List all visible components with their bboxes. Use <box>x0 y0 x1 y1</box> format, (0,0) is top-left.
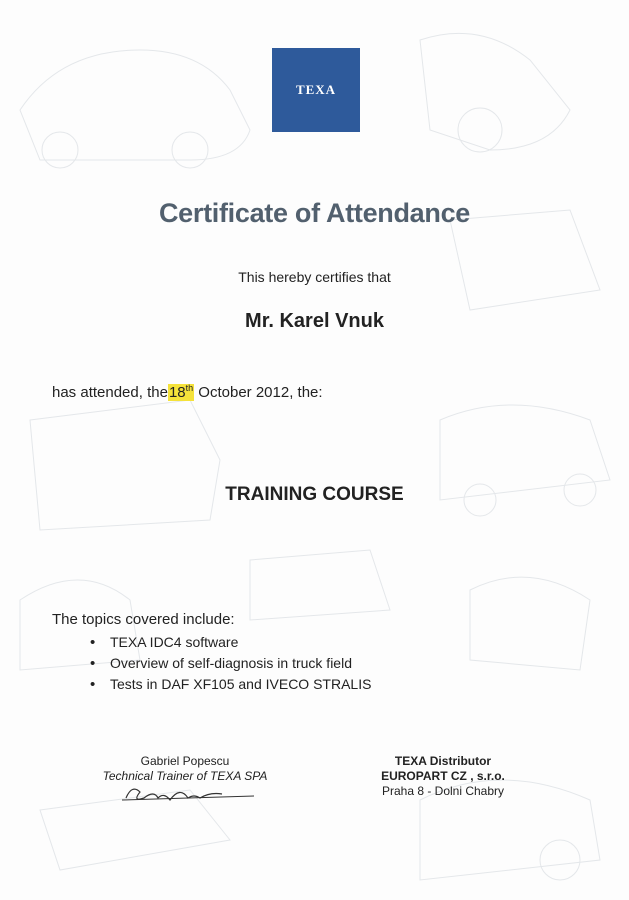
attended-prefix: has attended, the <box>52 384 168 401</box>
texa-logo <box>272 48 360 132</box>
certifies-text: This hereby certifies that <box>238 269 391 285</box>
topic-item: • Tests in DAF XF105 and IVECO STRALIS <box>90 674 371 695</box>
attendance-statement <box>52 383 323 401</box>
trainer-role: Technical Trainer of TEXA SPA <box>102 769 268 783</box>
attended-suffix: October 2012, the: <box>194 384 323 401</box>
distributor-title: TEXA Distributor <box>394 754 492 768</box>
trainer-name: Gabriel Popescu <box>140 754 230 768</box>
date-day: 18 <box>168 384 186 401</box>
topic-item: • Overview of self-diagnosis in truck field <box>90 653 371 674</box>
distributor-block <box>368 754 518 799</box>
date-day-highlight <box>168 384 194 401</box>
distributor-address: Praha 8 - Dolni Chabry <box>381 784 505 798</box>
topic-item: • TEXA IDC4 software <box>90 632 371 653</box>
recipient-name: Mr. Karel Vnuk <box>245 310 384 332</box>
distributor-company: EUROPART CZ , s.r.o. <box>381 769 505 783</box>
handwritten-signature <box>118 780 258 808</box>
date-day-suffix: th <box>185 383 194 393</box>
topics-list <box>90 632 371 695</box>
logo-text: TEXA <box>295 82 337 97</box>
course-title: TRAINING COURSE <box>225 484 404 505</box>
certificate-title: Certificate of Attendance <box>158 198 471 228</box>
topics-heading: The topics covered include: <box>52 611 235 628</box>
